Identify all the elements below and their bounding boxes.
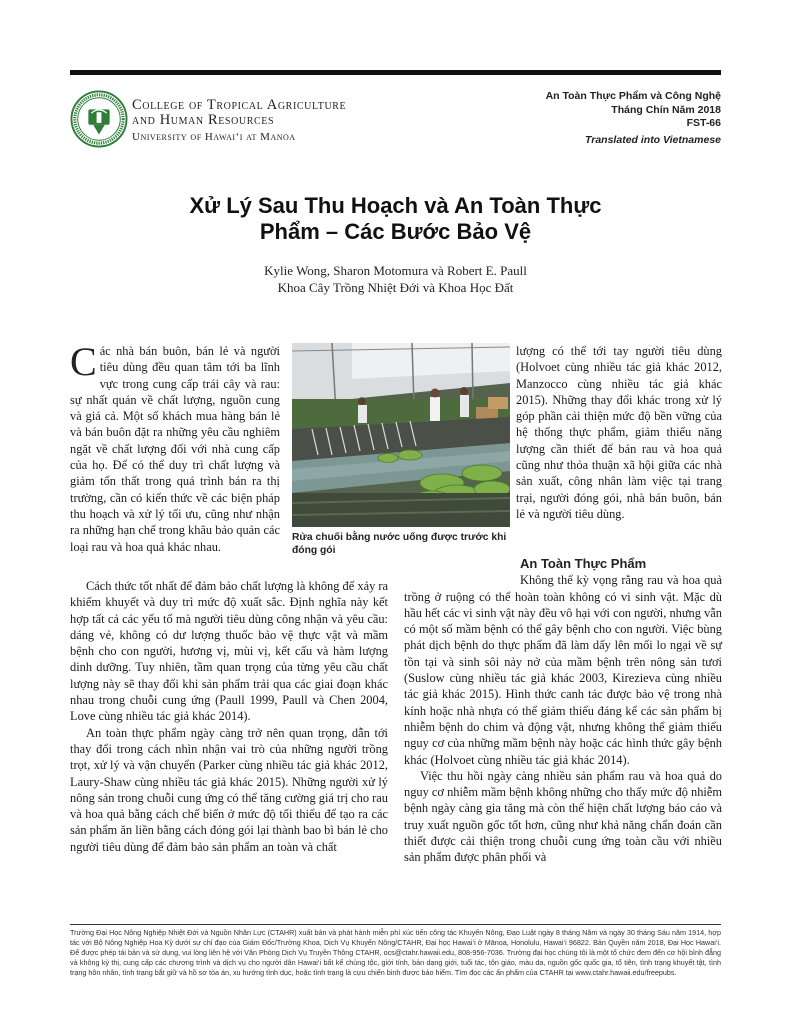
intro-paragraph (70, 339, 280, 555)
right-column-top (516, 343, 722, 522)
quality-paragraph: Cách thức tốt nhất để đảm bảo chất lượng là không để xảy ra khiếm khuyết và duy trì mức độ xuất sắc. Định nghĩa này kết hợp tất cả các yếu tố mà người tiêu dùng công nhận và yêu cầu: dáng vẻ, không có dư lượng thuốc bảo vệ thực vật và mầm bệnh cho con người, hương vị, mùi vị, kết cấu và hàm lượng dinh dưỡng. Tuy nhiên, tầm quan trọng của từng yêu cầu chất lượng này sẽ thay đổi khi sản phẩm trải qua các giai đoạn khác nhau trong chuỗi cung ứng (Paull 1999, Paull và Chen 2004, Love cùng nhiều tác giả khác 2014). (70, 579, 388, 724)
university-name: University of Hawai‘i at Manoa (132, 131, 296, 143)
food-safety-intro-paragraph: An toàn thực phẩm ngày càng trở nên quan trọng, dẫn tới thay đổi trong cách nhìn nhận vai trò của những người trồng trọt, xử lý và vận chuyển (Parker cùng nhiều tác giả khác 2012, Laury-Shaw cùng nhiều tác giả khác 2015). Những người xử lý nông sản trong chuỗi cung ứng có thể tăng cường giá trị cho rau và hoa quả bằng cách chế biến ở mức độ tối thiểu để tạo ra các sản phẩm ăn liền bằng cách đóng gói lại thành bao bì bán lẻ cho người tiêu dùng để đảm bảo sản phẩm an toàn và chất (70, 725, 388, 854)
drop-cap: C (70, 339, 97, 384)
title-line2: Phẩm – Các Bước Bảo Vệ (259, 219, 532, 244)
page-title (120, 193, 671, 245)
banana-washing-photo (292, 343, 510, 527)
translation-note: Translated into Vietnamese (585, 133, 721, 146)
college-name-line1: College of Tropical Agriculture (132, 97, 347, 113)
photo-caption: Rửa chuối bằng nước uống được trước khi đóng gói (292, 532, 507, 556)
top-rule (70, 70, 721, 75)
publication-code: FST-66 (686, 117, 721, 129)
intro-text: ác nhà bán buôn, bán lẻ và người tiêu dùng đều quan tâm tới ba lĩnh vực trong cung cấp trái cây và rau: sự nhất quán về chất lượng, nguồn cung và giá cả. Một số khách mua hàng bán lẻ và bán buôn đặt ra những yêu cầu nghiêm ngặt về chất lượng đối với nhà cung cấp của họ. Để có thể duy trì chất lượng và giảm tổn thất trong quá trình bán ra thị trường, cần có kiến thức về các biện pháp thu hoạch và xử lý tối ưu, cũng như nhận ra những hạn chế trong khâu bảo quản các loại rau và hoa quả khác nhau. (70, 344, 280, 554)
right-column-paragraph: lượng có thể tới tay người tiêu dùng (Holvoet cùng nhiều tác giả khác 2012, Manzocco cùng nhiều tác giả khác 2015). Những thay đổi khác trong xử lý góp phần cải thiện mức độ bền vững của hệ thống thực phẩm, giảm thiểu năng lượng cần thiết để bán rau và hoa quả cũng như thỏa thuận xã hội giữa các nhà sản xuất, công nhân làm việc tại trang trại, người đóng gói, nhà bán buôn, bán lẻ và người tiêu dùng. (516, 344, 722, 521)
footer-note: Trường Đại Học Nông Nghiệp Nhiệt Đới và Nguồn Nhân Lực (CTAHR) xuất bản và phát hành miễn phí xúc tiến công tác Khuyến Nông, Đạo Luật ngày 8 tháng Năm và ngày 30 tháng Sáu năm 1914, hợp tác với Bộ Nông Nghiệp Hoa Kỳ dưới sự chỉ đạo của Giám Đốc/Trưởng Khoa, Dịch Vụ Khuyến Nông/CTAHR, Đại học Hawai‘i ở Mānoa, Honolulu, Hawai‘i 96822. Bản Quyền năm 2018, Đại Học Hawai‘i. Để được phép tái bản và sử dụng, vui lòng liên hệ với Văn Phòng Dịch Vụ Truyền Thông CTAHR, ocs@ctahr.hawaii.edu, 808-956-7036. Trường đại học chúng tôi là một tổ chức đem đến cơ hội bình đẳng và không kỳ thị, cung cấp các chương trình và dịch vụ cho người dân Hawai‘i bất kể chủng tộc, giới tính, bản dạng giới, tuổi tác, tôn giáo, màu da, nguồn gốc quốc gia, tổ tiên, tình trạng khuyết tật, tình trạng hôn nhân, tình trạng bắt giữ và hồ sơ tòa án, xu hướng tình dục, hoặc tình trạng là cựu chiến binh được bảo hiểm. Tìm đọc các ấn phẩm của CTAHR tại www.ctahr.hawaii.edu/freepubs. (70, 928, 721, 977)
university-seal-icon (70, 90, 128, 148)
footer-rule (70, 924, 721, 925)
author-names: Kylie Wong, Sharon Motomura và Robert E. Paull (264, 263, 527, 278)
left-column-lower (70, 578, 388, 855)
title-line1: Xử Lý Sau Thu Hoạch và An Toàn Thực (189, 193, 602, 218)
college-name-block (132, 98, 392, 143)
right-column-lower (404, 556, 722, 866)
college-name-line2: and Human Resources (132, 112, 275, 128)
section-paragraph-2: Việc thu hồi ngày càng nhiều sản phẩm rau và hoa quả do nguy cơ nhiễm mầm bệnh không những cho thấy mức độ nhiễm bệnh ngày càng gia tăng mà còn thể hiện chất lượng báo cáo và truy xuất nguồn gốc tốt hơn, cũng như khả năng chẩn đoán cần thiết được cải thiện trong chuỗi cung ứng toàn cầu với nhiều sản phẩm được phân phối và (404, 768, 722, 865)
author-department: Khoa Cây Trồng Nhiệt Đới và Khoa Học Đất (277, 280, 514, 295)
publication-series: An Toàn Thực Phẩm và Công Nghệ (545, 90, 721, 102)
publication-date: Tháng Chín Năm 2018 (611, 103, 721, 116)
section-heading: An Toàn Thực Phẩm (520, 556, 647, 571)
author-block (120, 262, 671, 296)
section-paragraph-1: Không thể kỳ vọng rằng rau và hoa quả trồng ở ruộng có thể hoàn toàn không có vi sinh vật. Mặc dù hầu hết các vi sinh vật này đều vô hại với con người, nhưng vẫn có một số mầm bệnh có thể gây bệnh cho con người. Việc bùng phát dịch bệnh do thực phẩm đã làm dấy lên mối lo ngại về sự tồn tại và sinh sôi nảy nở của mầm bệnh trên nông sản tươi (Suslow cùng nhiều tác giả khác 2003, Kirezieva cùng nhiều tác giả khác 2015). Hình thức canh tác được bảo vệ trong nhà kính hoặc nhà nhựa có thể giảm thiểu đáng kể các sản phẩm bị nhiễm bệnh do chim và động vật, nhưng không thể giảm thiểu nguy cơ của những mầm bệnh này hoặc các hình thức gây bệnh khác (Holvoet cùng nhiều tác giả khác 2014). (404, 573, 722, 767)
publication-info (546, 90, 721, 147)
intro-column (70, 339, 280, 555)
